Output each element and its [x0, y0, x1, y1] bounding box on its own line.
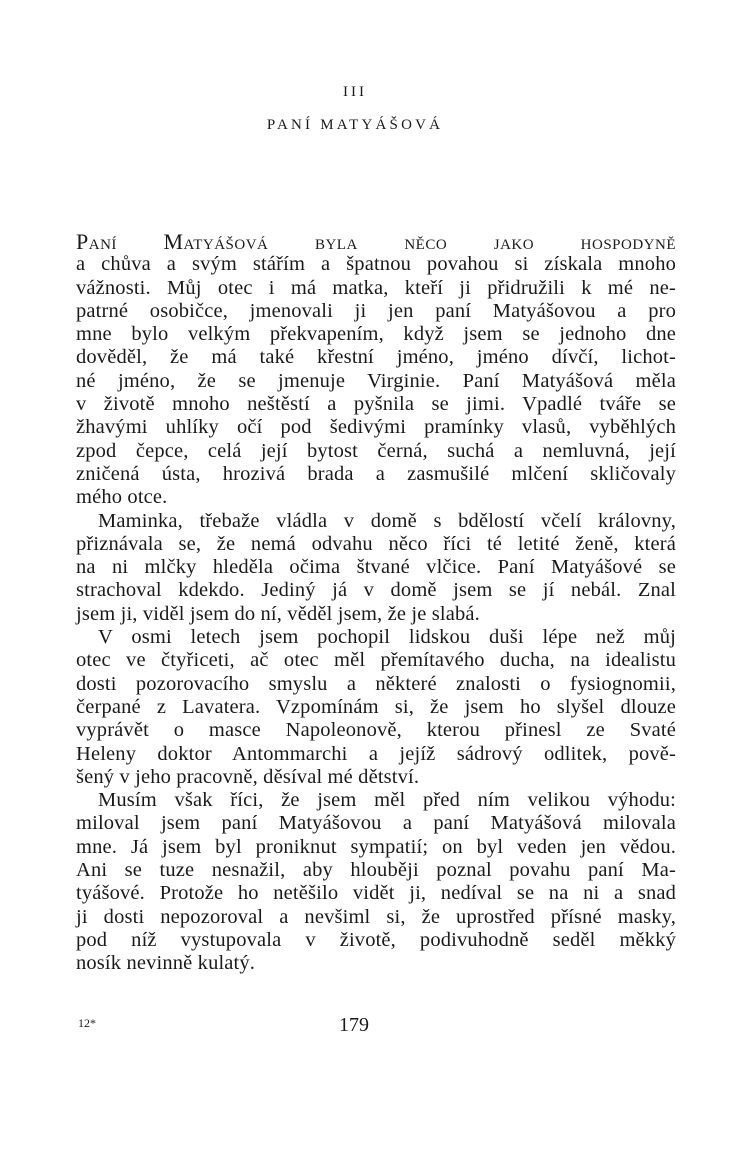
paragraph [76, 230, 676, 510]
paragraph [76, 789, 676, 975]
text-line: miloval jsem paní Matyášovou a paní Matyášová milovala [76, 812, 676, 835]
text-line: Ani se tuze nesnažil, aby hlouběji poznal povahu paní Ma- [76, 859, 676, 882]
text-line: dosti pozorovacího smyslu a některé znalosti o fysiognomii, [76, 672, 676, 695]
printer-signature-mark: 12* [78, 1016, 96, 1030]
text-line: pod níž vystupovala v životě, podivuhodně seděl měkký [76, 928, 676, 951]
opening-line: Paní Matyášová byla něco jako hospodyně [76, 229, 676, 254]
chapter-title: PANÍ MATYÁŠOVÁ [266, 117, 444, 133]
text-line: na ni mlčky hleděla očima štvané vlčice. Paní Matyášové se [76, 556, 676, 579]
text-line: tyášové. Protože ho netěšilo vidět ji, nedíval se na ni a snad [76, 882, 676, 905]
text-line: dověděl, že má také křestní jméno, jméno dívčí, lichot- [76, 346, 676, 369]
text-line: patrné osobičce, jmenovali ji jen paní Matyášovou a pro [76, 299, 676, 322]
text-line: Musím však říci, že jsem měl před ním velikou výhodu: [98, 789, 676, 812]
text-line: né jméno, že se jmenuje Virginie. Paní Matyášová měla [76, 369, 676, 392]
text-line: nosík nevinně kulatý. [76, 952, 256, 975]
page-number: 179 [339, 1014, 369, 1036]
text-line: v životě mnoho neštěstí a pyšnila se jimi. Vpadlé tváře se [76, 393, 676, 416]
text-line: vyprávět o masce Napoleonově, kterou přinesl ze Svaté [76, 719, 676, 742]
text-line: zpod čepce, celá její bytost černá, suchá a nemluvná, její [76, 439, 676, 462]
text-line: vážnosti. Můj otec i má matka, kteří ji přidružili k mé ne- [76, 276, 676, 299]
text-line: V osmi letech jsem pochopil lidskou duši lépe než můj [98, 626, 676, 649]
text-line: Heleny doktor Antommarchi a jejíž sádrový odlitek, pově- [76, 742, 676, 765]
text-line: šený v jeho pracovně, děsíval mé dětství. [76, 765, 420, 788]
text-line: mne. Já jsem byl proniknut sympatií; on byl veden jen vědou. [76, 835, 676, 858]
text-line: zničená ústa, hrozivá brada a zasmušilé mlčení skličovaly [76, 462, 676, 485]
body-text [76, 230, 676, 976]
paragraph [76, 510, 676, 626]
text-line: strachoval kdekdo. Jediný já v domě jsem se jí nebál. Znal [76, 579, 676, 602]
text-line: čerpané z Lavatera. Vzpomínám si, že jsem ho slyšel dlouze [76, 695, 676, 718]
text-line: Maminka, třebaže vládla v domě s bdělostí včelí královny, [98, 509, 676, 532]
paragraph [76, 626, 676, 789]
text-line: ji dosti nepozoroval a nevšiml si, že uprostřed přísné masky, [76, 905, 676, 928]
text-line: mne bylo velkým překvapením, když jsem se jednoho dne [76, 323, 676, 346]
text-line: žhavými uhlíky očí pod šedivými pramínky vlasů, vyběhlých [76, 416, 676, 439]
text-line: mého otce. [76, 486, 168, 509]
text-line: a chůva a svým stářím a špatnou povahou si získala mnoho [76, 253, 676, 276]
chapter-number: III [343, 84, 367, 100]
text-line: jsem ji, viděl jsem do ní, věděl jsem, že je slabá. [76, 602, 480, 625]
text-line: přiznávala se, že nemá odvahu něco říci té letité ženě, která [76, 532, 676, 555]
text-line: otec ve čtyřiceti, ač otec měl přemítavého ducha, na idealistu [76, 649, 676, 672]
